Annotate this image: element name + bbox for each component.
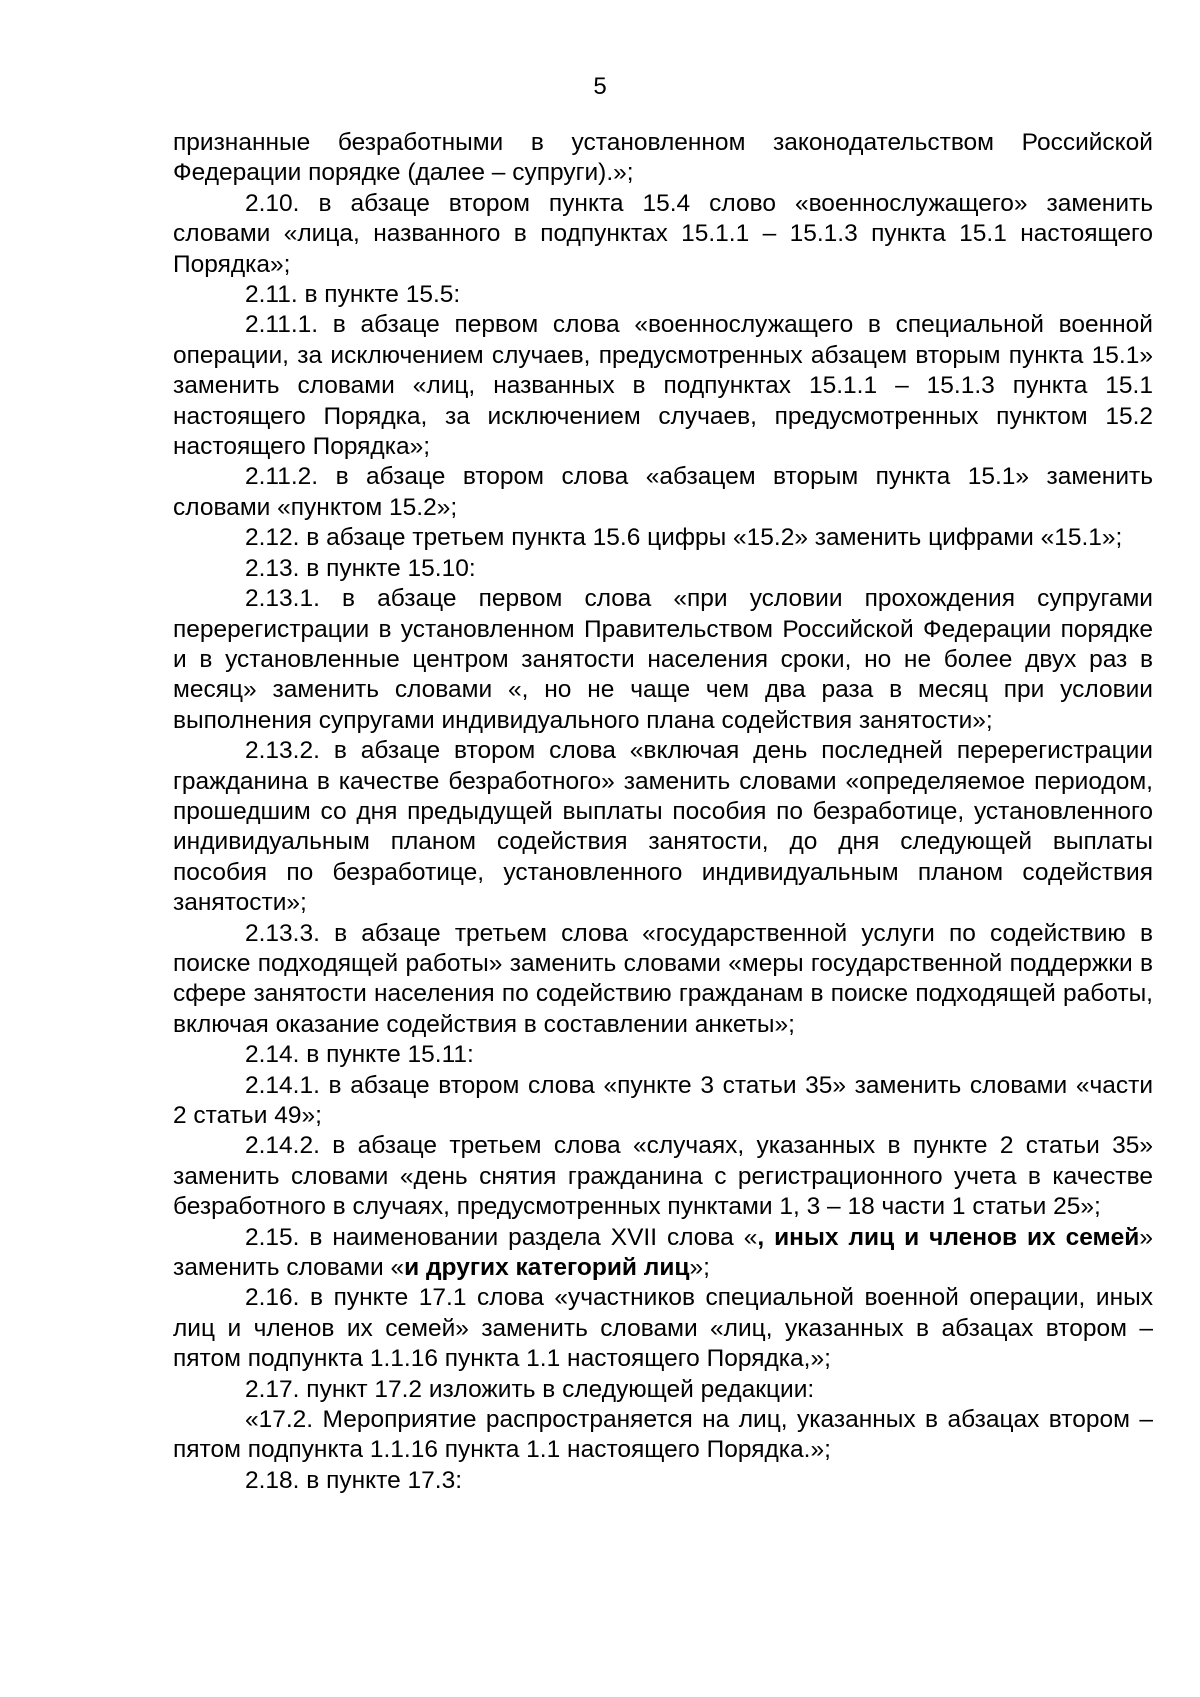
text-segment: 2.13.1. в абзаце первом слова «при условии прохождения супругами перерегистрации в установленном Правительством Российской Федерации порядке и в установленные центром занятости населения сроки, но не более двух раз в месяц» заменить словами «, но не чаще чем два раза в месяц при условии выполнения супругами индивидуального плана содействия занятости»;	[173, 585, 1153, 734]
text-segment: 2.16. в пункте 17.1 слова «участников специальной военной операции, иных лиц и членов их семей» заменить словами «лиц, указанных в абзацах втором – пятом подпункта 1.1.16 пункта 1.1 настоящего Порядка,»;	[173, 1284, 1153, 1373]
bold-text-segment: , иных лиц и членов их семей	[757, 1223, 1140, 1251]
text-segment: 2.18. в пункте 17.3:	[245, 1466, 463, 1494]
paragraph	[173, 1040, 1153, 1070]
text-segment: 2.15. в наименовании раздела XVII слова «	[245, 1223, 758, 1251]
paragraph	[173, 1283, 1153, 1374]
text-segment: «17.2. Мероприятие распространяется на лиц, указанных в абзацах втором – пятом подпункта 1.1.16 пункта 1.1 настоящего Порядка.»;	[173, 1406, 1153, 1464]
paragraph	[173, 1466, 1153, 1496]
bold-text-segment: и других категорий лиц	[404, 1254, 690, 1282]
text-segment: 2.10. в абзаце втором пункта 15.4 слово «военнослужащего» заменить словами «лица, названного в подпунктах 15.1.1 – 15.1.3 пункта 15.1 настоящего Порядка»;	[173, 189, 1153, 278]
paragraph	[173, 1071, 1153, 1132]
text-segment: признанные безработными в установленном законодательством Российской Федерации порядке (далее – супруги).»;	[173, 129, 1153, 187]
text-segment: » заменить словами «	[173, 1223, 1153, 1282]
paragraph	[173, 584, 1153, 736]
paragraph	[173, 462, 1153, 523]
text-segment: 2.14. в пункте 15.11:	[245, 1041, 474, 1069]
paragraph	[173, 523, 1153, 553]
paragraph	[173, 1223, 1153, 1284]
paragraph	[173, 310, 1153, 462]
text-segment: 2.12. в абзаце третьем пункта 15.6 цифры «15.2» заменить цифрами «15.1»;	[245, 524, 1123, 552]
paragraph	[173, 189, 1153, 280]
paragraph	[173, 280, 1153, 310]
text-segment: 2.13. в пункте 15.10:	[245, 554, 476, 582]
text-segment: »;	[689, 1254, 710, 1282]
text-segment: 2.17. пункт 17.2 изложить в следующей редакции:	[245, 1375, 815, 1403]
text-segment: 2.11.2. в абзаце втором слова «абзацем вторым пункта 15.1» заменить словами «пунктом 15.2»;	[173, 463, 1153, 521]
text-segment: 2.13.2. в абзаце втором слова «включая день последней перерегистрации гражданина в качестве безработного» заменить словами «определяемое периодом, прошедшим со дня предыдущей выплаты пособия по безработице, установленного индивидуальным планом содействия занятости, до дня следующей выплаты пособия по безработице, установленного индивидуальным планом содействия занятости»;	[173, 737, 1153, 917]
paragraph	[173, 1375, 1153, 1405]
text-segment: 2.11.1. в абзаце первом слова «военнослужащего в специальной военной операции, за исключением случаев, предусмотренных абзацем вторым пункта 15.1» заменить словами «лиц, названных в подпунктах 15.1.1 – 15.1.3 пункта 15.1 настоящего Порядка, за исключением случаев, предусмотренных пунктом 15.2 настоящего Порядка»;	[173, 311, 1153, 461]
document-body	[173, 128, 1153, 1496]
text-segment: 2.14.2. в абзаце третьем слова «случаях, указанных в пункте 2 статьи 35» заменить словами «день снятия гражданина с регистрационного учета в качестве безработного в случаях, предусмотренных пунктами 1, 3 – 18 части 1 статьи 25»;	[173, 1132, 1153, 1221]
text-segment: 2.11. в пункте 15.5:	[245, 281, 461, 309]
paragraph	[173, 1405, 1153, 1466]
text-segment: 2.14.1. в абзаце втором слова «пункте 3 статьи 35» заменить словами «части 2 статьи 49»;	[173, 1071, 1153, 1129]
paragraph	[173, 736, 1153, 918]
paragraph	[173, 919, 1153, 1041]
paragraph	[173, 554, 1153, 584]
paragraph	[173, 128, 1153, 189]
text-segment: 2.13.3. в абзаце третьем слова «государственной услуги по содействию в поиске подходящей работы» заменить словами «меры государственной поддержки в сфере занятости населения по содействию гражданам в поиске подходящей работы, включая оказание содействия в составлении анкеты»;	[173, 919, 1153, 1038]
paragraph	[173, 1131, 1153, 1222]
page-number: 5	[593, 73, 607, 100]
